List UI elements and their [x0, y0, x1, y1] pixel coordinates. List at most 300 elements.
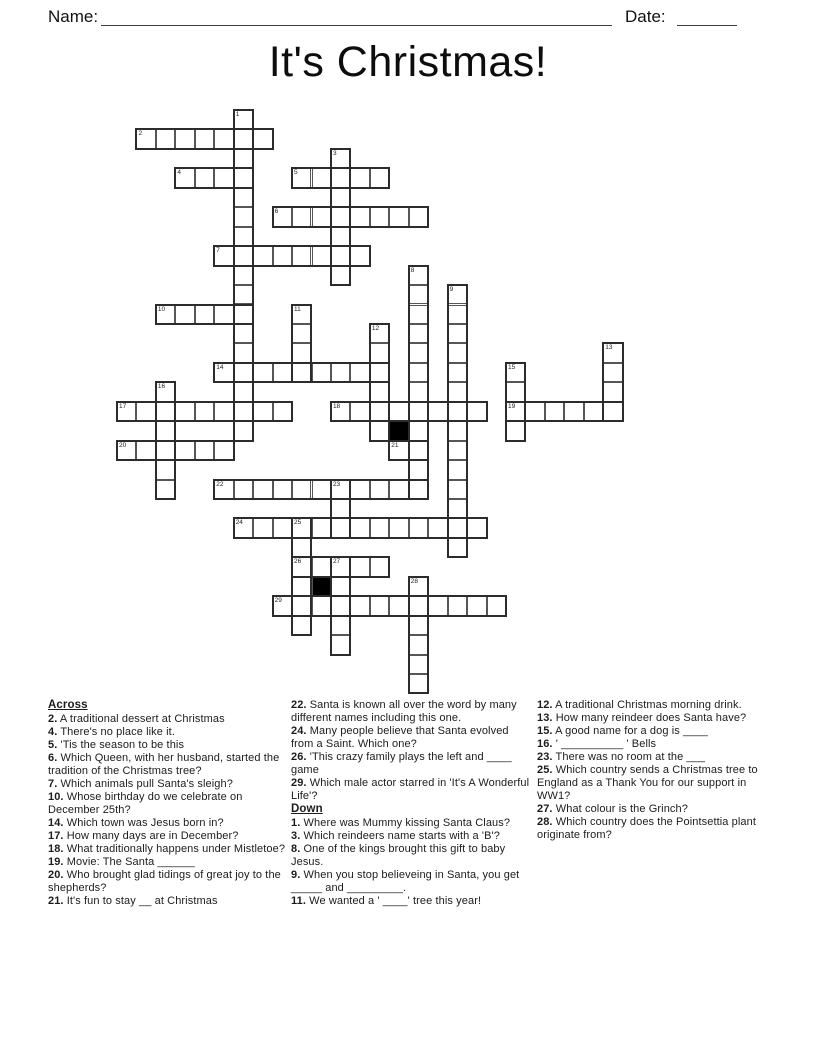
clue-text: A traditional Christmas morning drink.	[552, 699, 742, 711]
cell-number: 14	[216, 363, 224, 371]
grid-cell[interactable]	[409, 324, 428, 343]
clue-2	[48, 713, 286, 726]
clue-number: 20.	[48, 869, 64, 881]
grid-cell[interactable]	[350, 402, 369, 421]
cell-number: 13	[605, 344, 613, 352]
grid-cell[interactable]	[525, 402, 544, 421]
grid-cell[interactable]	[214, 168, 233, 187]
grid-cell[interactable]	[389, 596, 408, 615]
cell-number: 28	[410, 577, 418, 585]
clue-text: How many days are in December?	[63, 830, 239, 842]
grid-cell[interactable]	[117, 402, 136, 421]
grid-cell[interactable]	[448, 382, 467, 401]
grid-cell[interactable]	[350, 207, 369, 226]
clue-5	[48, 739, 286, 752]
grid-cell[interactable]	[370, 518, 389, 537]
grid-cell[interactable]	[448, 460, 467, 479]
grid-cell[interactable]	[389, 207, 408, 226]
grid-cell[interactable]	[234, 207, 253, 226]
clue-text: Which country does the Pointsettia plant originate from?	[537, 816, 757, 841]
grid-cell[interactable]	[389, 441, 408, 460]
grid-cell[interactable]	[292, 305, 311, 324]
name-blank-line	[101, 25, 612, 26]
grid-cell[interactable]	[214, 441, 233, 460]
grid-cell[interactable]	[409, 577, 428, 596]
clue-22	[291, 699, 534, 725]
grid-cell[interactable]	[409, 596, 428, 615]
grid-cell[interactable]	[292, 246, 311, 265]
grid-cell[interactable]	[487, 596, 506, 615]
grid-cell[interactable]	[292, 557, 311, 576]
clue-9	[291, 869, 534, 895]
clue-column-2	[291, 699, 534, 908]
grid-cell[interactable]	[448, 538, 467, 557]
clues-down-header: Down	[291, 803, 323, 815]
grid-cell[interactable]	[409, 518, 428, 537]
cell-number: 24	[235, 519, 243, 527]
grid-cell[interactable]	[370, 168, 389, 187]
grid-cell[interactable]	[506, 363, 525, 382]
clue-7	[48, 778, 286, 791]
grid-cell[interactable]	[448, 596, 467, 615]
grid-cell[interactable]	[350, 557, 369, 576]
grid-cell[interactable]	[448, 499, 467, 518]
grid-cell[interactable]	[234, 305, 253, 324]
grid-cell[interactable]	[156, 441, 175, 460]
grid-cell[interactable]	[448, 305, 467, 324]
grid-cell[interactable]	[409, 635, 428, 654]
grid-cell[interactable]	[175, 305, 194, 324]
grid-cell[interactable]	[331, 363, 350, 382]
grid-cell[interactable]	[409, 402, 428, 421]
cell-number: 19	[508, 402, 516, 410]
grid-cell[interactable]	[292, 480, 311, 499]
grid-cell[interactable]	[603, 343, 622, 362]
cell-number: 26	[294, 558, 302, 566]
clue-text: A traditional dessert at Christmas	[57, 713, 225, 725]
grid-cell[interactable]	[253, 518, 272, 537]
grid-cell[interactable]	[214, 246, 233, 265]
clue-text: 'Tis the season to be this	[57, 739, 185, 751]
grid-cell[interactable]	[234, 149, 253, 168]
grid-cell[interactable]	[506, 402, 525, 421]
grid-cell[interactable]	[448, 421, 467, 440]
grid-cell[interactable]	[175, 168, 194, 187]
grid-cell[interactable]	[292, 168, 311, 187]
grid-cell[interactable]	[448, 441, 467, 460]
grid-cell[interactable]	[156, 460, 175, 479]
grid-cell[interactable]	[175, 129, 194, 148]
grid-cell[interactable]	[234, 324, 253, 343]
grid-cell[interactable]	[234, 402, 253, 421]
grid-cell[interactable]	[273, 246, 292, 265]
clue-12	[537, 699, 777, 712]
clue-13	[537, 712, 777, 725]
grid-cell[interactable]	[292, 363, 311, 382]
grid-cell[interactable]	[234, 363, 253, 382]
grid-cell[interactable]	[253, 363, 272, 382]
grid-cell[interactable]	[467, 596, 486, 615]
grid-cell[interactable]	[370, 207, 389, 226]
cell-number: 2	[138, 130, 143, 138]
clue-text: When you stop believeing in Santa, you get _____ and _________.	[291, 869, 520, 894]
grid-cell[interactable]	[195, 441, 214, 460]
grid-cell[interactable]	[409, 616, 428, 635]
clue-text: There was no room at the ___	[552, 751, 706, 763]
grid-cell[interactable]	[292, 538, 311, 557]
grid-cell[interactable]	[331, 480, 350, 499]
clue-text: Which Queen, with her husband, started the tradition of the Christmas tree?	[48, 752, 280, 777]
grid-cell[interactable]	[273, 596, 292, 615]
grid-cell[interactable]	[603, 363, 622, 382]
grid-cell[interactable]	[292, 577, 311, 596]
clue-text: Movie: The Santa ______	[63, 856, 195, 868]
clue-text: Santa is known all over the word by many different names including this one.	[291, 699, 517, 724]
clue-text: Which animals pull Santa's sleigh?	[57, 778, 233, 790]
grid-cell[interactable]	[370, 596, 389, 615]
grid-cell[interactable]	[448, 518, 467, 537]
grid-cell[interactable]	[409, 207, 428, 226]
grid-cell[interactable]	[603, 382, 622, 401]
grid-cell[interactable]	[331, 246, 350, 265]
grid-cell[interactable]	[214, 363, 233, 382]
grid-cell[interactable]	[195, 402, 214, 421]
clue-number: 12.	[537, 699, 553, 711]
clue-number: 29.	[291, 777, 307, 789]
grid-cell[interactable]	[136, 441, 155, 460]
grid-cell[interactable]	[214, 480, 233, 499]
clue-26	[291, 751, 534, 777]
grid-cell[interactable]	[448, 285, 467, 304]
grid-cell[interactable]	[292, 207, 311, 226]
grid-cell[interactable]	[370, 324, 389, 343]
cell-number: 22	[216, 480, 224, 488]
grid-cell[interactable]	[331, 596, 350, 615]
cell-number: 9	[449, 286, 454, 294]
grid-cell[interactable]	[350, 246, 369, 265]
date-blank-line	[677, 25, 737, 26]
grid-cell[interactable]	[312, 363, 331, 382]
clue-text: It's fun to stay __ at Christmas	[63, 895, 218, 907]
clue-number: 7.	[48, 778, 58, 790]
clue-number: 24.	[291, 725, 307, 737]
grid-cell[interactable]	[350, 518, 369, 537]
grid-cell[interactable]	[253, 480, 272, 499]
clue-16	[537, 738, 777, 751]
grid-cell[interactable]	[195, 168, 214, 187]
grid-cell[interactable]	[214, 129, 233, 148]
clue-text: Who brought glad tidings of great joy to the shepherds?	[48, 869, 281, 894]
grid-cell[interactable]	[234, 285, 253, 304]
clue-29	[291, 777, 534, 803]
clue-18	[48, 843, 286, 856]
grid-cell[interactable]	[409, 655, 428, 674]
clue-number: 27.	[537, 803, 553, 815]
clue-number: 18.	[48, 843, 64, 855]
clue-text: Which town was Jesus born in?	[63, 817, 224, 829]
grid-cell[interactable]	[331, 227, 350, 246]
clue-11	[291, 895, 534, 908]
grid-cell[interactable]	[370, 402, 389, 421]
clue-text: We wanted a ' ____' tree this year!	[306, 895, 482, 907]
grid-cell[interactable]	[370, 343, 389, 362]
grid-cell[interactable]	[234, 266, 253, 285]
grid-black-cell	[389, 421, 408, 440]
clue-number: 19.	[48, 856, 64, 868]
grid-cell[interactable]	[234, 480, 253, 499]
grid-cell[interactable]	[409, 343, 428, 362]
grid-cell[interactable]	[409, 480, 428, 499]
grid-cell[interactable]	[448, 343, 467, 362]
grid-cell[interactable]	[331, 266, 350, 285]
clue-number: 13.	[537, 712, 553, 724]
clue-28	[537, 816, 777, 842]
grid-cell[interactable]	[117, 441, 136, 460]
grid-cell[interactable]	[292, 596, 311, 615]
cell-number: 17	[119, 402, 127, 410]
cell-number: 29	[274, 597, 282, 605]
clue-number: 5.	[48, 739, 58, 751]
grid-cell[interactable]	[389, 480, 408, 499]
clue-14	[48, 817, 286, 830]
cell-number: 4	[177, 169, 181, 177]
clue-21	[48, 895, 286, 908]
clues-across-header: Across	[48, 699, 88, 711]
clue-25	[537, 764, 777, 803]
clue-number: 14.	[48, 817, 64, 829]
clue-10	[48, 791, 286, 817]
grid-cell[interactable]	[584, 402, 603, 421]
clue-text: How many reindeer does Santa have?	[552, 712, 747, 724]
clue-number: 26.	[291, 751, 307, 763]
grid-cell[interactable]	[370, 363, 389, 382]
grid-cell[interactable]	[156, 382, 175, 401]
clue-text: Whose birthday do we celebrate on December 25th?	[48, 791, 243, 816]
grid-cell[interactable]	[234, 518, 253, 537]
grid-cell[interactable]	[370, 557, 389, 576]
grid-cell[interactable]	[389, 402, 408, 421]
clue-number: 4.	[48, 726, 58, 738]
grid-cell[interactable]	[175, 441, 194, 460]
grid-cell[interactable]	[156, 421, 175, 440]
cell-number: 10	[157, 305, 166, 313]
clue-text: Which reindeers name starts with a 'B'?	[300, 830, 500, 842]
clue-text: Where was Mummy kissing Santa Claus?	[300, 817, 511, 829]
grid-cell[interactable]	[234, 110, 253, 129]
page-title: It's Christmas!	[268, 38, 548, 86]
grid-cell[interactable]	[467, 402, 486, 421]
grid-cell[interactable]	[370, 382, 389, 401]
cell-number: 7	[216, 247, 220, 255]
grid-cell[interactable]	[273, 363, 292, 382]
grid-cell[interactable]	[409, 441, 428, 460]
clue-19	[48, 856, 286, 869]
clue-text: ' __________ ' Bells	[552, 738, 657, 750]
clue-15	[537, 725, 777, 738]
clue-number: 9.	[291, 869, 301, 881]
grid-cell[interactable]	[312, 207, 331, 226]
grid-cell[interactable]	[253, 402, 272, 421]
grid-cell[interactable]	[350, 363, 369, 382]
clue-text: 'This crazy family plays the left and ____ game	[291, 751, 512, 776]
grid-cell[interactable]	[175, 402, 194, 421]
clue-text: Which male actor starred in 'It's A Wonderful Life'?	[291, 777, 530, 802]
grid-cell[interactable]	[409, 285, 428, 304]
grid-cell[interactable]	[467, 518, 486, 537]
name-label: Name:	[48, 7, 99, 26]
clue-number: 25.	[537, 764, 553, 776]
clue-number: 21.	[48, 895, 64, 907]
grid-cell[interactable]	[312, 168, 331, 187]
clue-17	[48, 830, 286, 843]
grid-cell[interactable]	[331, 635, 350, 654]
grid-cell[interactable]	[409, 305, 428, 324]
grid-cell[interactable]	[428, 518, 447, 537]
grid-cell[interactable]	[156, 305, 175, 324]
grid-cell[interactable]	[350, 596, 369, 615]
grid-cell[interactable]	[273, 480, 292, 499]
grid-cell[interactable]	[603, 402, 622, 421]
grid-cell[interactable]	[234, 129, 253, 148]
grid-cell[interactable]	[136, 129, 155, 148]
clue-text: What traditionally happens under Mistletoe?	[63, 843, 286, 855]
grid-cell[interactable]	[331, 518, 350, 537]
clue-8	[291, 843, 534, 869]
grid-cell[interactable]	[331, 402, 350, 421]
grid-cell[interactable]	[331, 616, 350, 635]
clue-20	[48, 869, 286, 895]
grid-cell[interactable]	[312, 596, 331, 615]
grid-cell[interactable]	[506, 421, 525, 440]
cell-number: 11	[294, 305, 301, 313]
cell-number: 5	[294, 169, 298, 177]
grid-cell[interactable]	[428, 596, 447, 615]
cell-number: 23	[332, 480, 341, 488]
grid-cell[interactable]	[350, 480, 369, 499]
grid-cell[interactable]	[331, 168, 350, 187]
grid-cell[interactable]	[312, 518, 331, 537]
grid-cell[interactable]	[292, 324, 311, 343]
grid-cell[interactable]	[331, 188, 350, 207]
clue-number: 6.	[48, 752, 58, 764]
grid-cell[interactable]	[292, 343, 311, 362]
grid-cell[interactable]	[273, 207, 292, 226]
grid-cell[interactable]	[234, 246, 253, 265]
grid-cell[interactable]	[448, 363, 467, 382]
grid-cell[interactable]	[312, 480, 331, 499]
grid-cell[interactable]	[234, 343, 253, 362]
grid-cell[interactable]	[409, 421, 428, 440]
grid-cell[interactable]	[156, 402, 175, 421]
grid-cell[interactable]	[234, 382, 253, 401]
grid-cell[interactable]	[253, 129, 272, 148]
grid-cell[interactable]	[448, 402, 467, 421]
cell-number: 3	[332, 149, 337, 157]
grid-cell[interactable]	[545, 402, 564, 421]
grid-cell[interactable]	[273, 402, 292, 421]
grid-cell[interactable]	[370, 421, 389, 440]
grid-cell[interactable]	[156, 480, 175, 499]
grid-cell[interactable]	[234, 168, 253, 187]
grid-cell[interactable]	[195, 129, 214, 148]
grid-cell[interactable]	[389, 518, 408, 537]
grid-cell[interactable]	[350, 168, 369, 187]
grid-cell[interactable]	[331, 149, 350, 168]
grid-cell[interactable]	[331, 577, 350, 596]
clue-text: A good name for a dog is ____	[552, 725, 708, 737]
clue-number: 15.	[537, 725, 553, 737]
cell-number: 27	[332, 558, 341, 566]
grid-cell[interactable]	[409, 674, 428, 693]
clue-number: 8.	[291, 843, 301, 855]
clue-number: 10.	[48, 791, 64, 803]
grid-cell[interactable]	[506, 382, 525, 401]
clue-number: 22.	[291, 699, 307, 711]
cell-number: 12	[371, 324, 380, 332]
grid-cell[interactable]	[292, 518, 311, 537]
grid-cell[interactable]	[331, 557, 350, 576]
grid-cell[interactable]	[156, 129, 175, 148]
clue-number: 16.	[537, 738, 553, 750]
grid-cell[interactable]	[292, 616, 311, 635]
grid-cell[interactable]	[370, 480, 389, 499]
cell-number: 20	[119, 441, 127, 449]
grid-cell[interactable]	[409, 460, 428, 479]
cell-number: 18	[332, 402, 341, 410]
cell-number: 8	[410, 266, 415, 274]
grid-cell[interactable]	[136, 402, 155, 421]
grid-cell[interactable]	[214, 305, 233, 324]
clue-23	[537, 751, 777, 764]
clue-number: 2.	[48, 713, 58, 725]
grid-cell[interactable]	[409, 363, 428, 382]
grid-cell[interactable]	[234, 227, 253, 246]
grid-cell[interactable]	[448, 480, 467, 499]
grid-cell[interactable]	[331, 207, 350, 226]
grid-cell[interactable]	[312, 557, 331, 576]
grid-cell[interactable]	[214, 402, 233, 421]
clue-text: What colour is the Grinch?	[552, 803, 688, 815]
grid-cell[interactable]	[409, 266, 428, 285]
clue-27	[537, 803, 777, 816]
grid-cell[interactable]	[253, 246, 272, 265]
grid-black-cell	[312, 577, 331, 596]
grid-cell[interactable]	[195, 305, 214, 324]
date-label: Date:	[625, 7, 666, 26]
grid-cell[interactable]	[234, 421, 253, 440]
grid-cell[interactable]	[564, 402, 583, 421]
cell-number: 21	[391, 441, 399, 449]
grid-cell[interactable]	[409, 382, 428, 401]
clue-number: 3.	[291, 830, 301, 842]
clue-text: Which country sends a Christmas tree to England as a Thank You for our support in WW1?	[537, 764, 758, 802]
grid-cell[interactable]	[312, 246, 331, 265]
clue-column-3	[537, 699, 777, 842]
grid-cell[interactable]	[234, 188, 253, 207]
grid-cell[interactable]	[428, 402, 447, 421]
clue-number: 28.	[537, 816, 553, 828]
grid-cell[interactable]	[273, 518, 292, 537]
cell-number: 15	[508, 363, 516, 371]
clue-4	[48, 726, 286, 739]
cell-number: 6	[274, 208, 279, 216]
grid-cell[interactable]	[331, 499, 350, 518]
clue-number: 23.	[537, 751, 553, 763]
grid-cell[interactable]	[448, 324, 467, 343]
clue-column-1	[48, 699, 286, 908]
cell-number: 16	[157, 383, 166, 391]
clue-3	[291, 830, 534, 843]
